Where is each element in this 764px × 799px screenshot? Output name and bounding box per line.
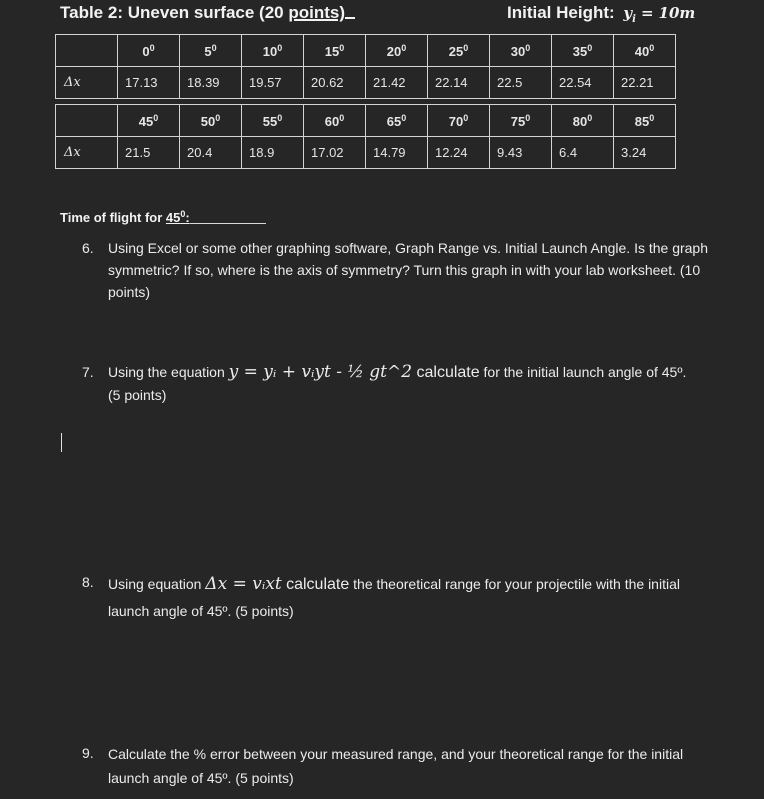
angle-cell: $5^0$	[180, 35, 242, 67]
range-cell: 17.02	[304, 137, 366, 169]
question-number: 9.	[82, 745, 94, 761]
question-9	[82, 742, 722, 790]
angle-cell: $80^0$	[552, 105, 614, 137]
question-text: Calculate the % error between your measured range, and your theoretical range for the initial launch angle of 45º. (5 points)	[108, 746, 684, 786]
range-cell: 22.54	[552, 67, 614, 99]
angle-cell: $30^0$	[490, 35, 552, 67]
question-text: Using Excel or some other graphing software, Graph Range vs. Initial Launch Angle. Is the graph symmetric? If so, where is the axis of symmetry? Turn this graph in with your lab worksheet. (10 points)	[108, 240, 709, 300]
range-cell: 20.62	[304, 67, 366, 99]
angle-cell: $85^0$	[614, 105, 676, 137]
time-of-flight-prompt: Time of flight for $45^0$:	[60, 209, 266, 225]
question-text: Using the equation y = yᵢ + vᵢyt - ½ gt^2 calculate for the initial launch angle of 45º. (5 points)	[108, 362, 687, 403]
angle-cell: $35^0$	[552, 35, 614, 67]
angle-cell: $70^0$	[428, 105, 490, 137]
range-cell: 19.57	[242, 67, 304, 99]
angle-cell: $45^0$	[118, 105, 180, 137]
range-cell: 22.5	[490, 67, 552, 99]
question-text: Using equation Δx = vᵢxt calculate the theoretical range for your projectile with the initial launch angle of 45º. (5 points)	[108, 574, 680, 619]
range-cell: 17.13	[118, 67, 180, 99]
angle-header-row	[56, 105, 676, 137]
angle-cell: $10^0$	[242, 35, 304, 67]
angle-cell: $25^0$	[428, 35, 490, 67]
angle-cell: $20^0$	[366, 35, 428, 67]
header-blank-cell	[56, 105, 118, 137]
initial-height-equation: $y_i = 10m$	[623, 4, 696, 25]
angle-cell: $60^0$	[304, 105, 366, 137]
initial-height	[507, 3, 695, 25]
range-table-1	[55, 34, 676, 99]
angle-cell: $50^0$	[180, 105, 242, 137]
delta-x-label: Δx	[56, 67, 118, 99]
question-6	[82, 237, 722, 303]
question-number: 7.	[82, 364, 94, 380]
angle-cell: $40^0$	[614, 35, 676, 67]
header-blank-cell	[56, 35, 118, 67]
angle-cell: $0^0$	[118, 35, 180, 67]
title-underline	[345, 17, 355, 19]
range-cell: 12.24	[428, 137, 490, 169]
range-cell: 21.42	[366, 67, 428, 99]
range-cell: 21.5	[118, 137, 180, 169]
angle-cell: $55^0$	[242, 105, 304, 137]
question-7	[82, 361, 722, 406]
question-number: 8.	[82, 574, 94, 590]
range-cell: 22.21	[614, 67, 676, 99]
range-cell: 9.43	[490, 137, 552, 169]
angle-cell: $65^0$	[366, 105, 428, 137]
range-cell: 18.39	[180, 67, 242, 99]
table-title	[60, 3, 355, 23]
range-value-row	[56, 137, 676, 169]
range-cell: 14.79	[366, 137, 428, 169]
equation: Δx = vᵢxt	[205, 574, 282, 594]
question-8	[82, 571, 722, 624]
angle-cell: $75^0$	[490, 105, 552, 137]
table-title-points: points)	[288, 3, 345, 22]
range-value-row	[56, 67, 676, 99]
range-cell: 18.9	[242, 137, 304, 169]
range-cell: 6.4	[552, 137, 614, 169]
delta-x-label: Δx	[56, 137, 118, 169]
answer-blank[interactable]	[190, 223, 266, 224]
table-title-text: Table 2: Uneven surface (20	[60, 3, 289, 22]
range-cell: 22.14	[428, 67, 490, 99]
equation: y = yᵢ + vᵢyt - ½ gt^2	[228, 362, 413, 382]
angle-header-row	[56, 35, 676, 67]
angle-cell: $15^0$	[304, 35, 366, 67]
question-number: 6.	[82, 240, 94, 256]
text-cursor	[61, 433, 62, 452]
range-table-2	[55, 104, 676, 169]
initial-height-label: Initial Height:	[507, 3, 615, 22]
range-cell: 3.24	[614, 137, 676, 169]
time-of-flight-angle: $45^0$:	[165, 209, 190, 225]
range-cell: 20.4	[180, 137, 242, 169]
